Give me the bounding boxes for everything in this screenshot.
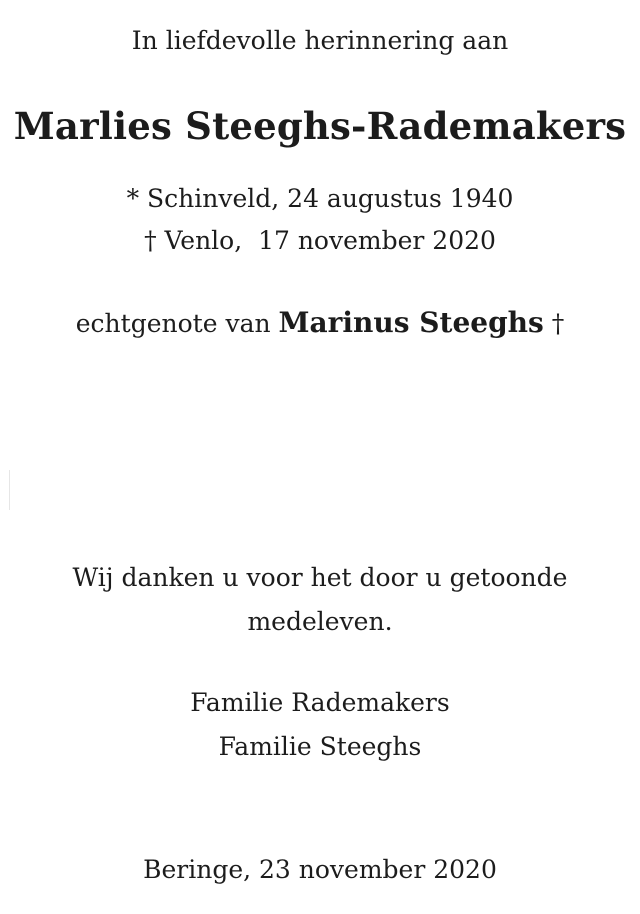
spouse-name: Marinus Steeghs	[278, 306, 544, 339]
spouse-line	[0, 306, 640, 339]
thanks-line-2: medeleven.	[247, 607, 393, 636]
place-date: Beringe, 23 november 2020	[143, 855, 497, 884]
family-steeghs: Familie Steeghs	[218, 732, 422, 761]
spouse-prefix: echtgenote van	[75, 309, 271, 338]
scan-edge-mark	[9, 470, 10, 510]
thanks-line-1: Wij danken u voor het door u getoonde	[72, 563, 568, 592]
death-line: † Venlo, 17 november 2020	[144, 226, 496, 255]
spouse-cross: †	[551, 309, 565, 338]
family-rademakers: Familie Rademakers	[190, 688, 450, 717]
deceased-name: Marlies Steeghs-Rademakers	[13, 104, 627, 148]
birth-line: * Schinveld, 24 augustus 1940	[126, 184, 514, 213]
intro-text: In liefdevolle herinnering aan	[131, 26, 509, 55]
